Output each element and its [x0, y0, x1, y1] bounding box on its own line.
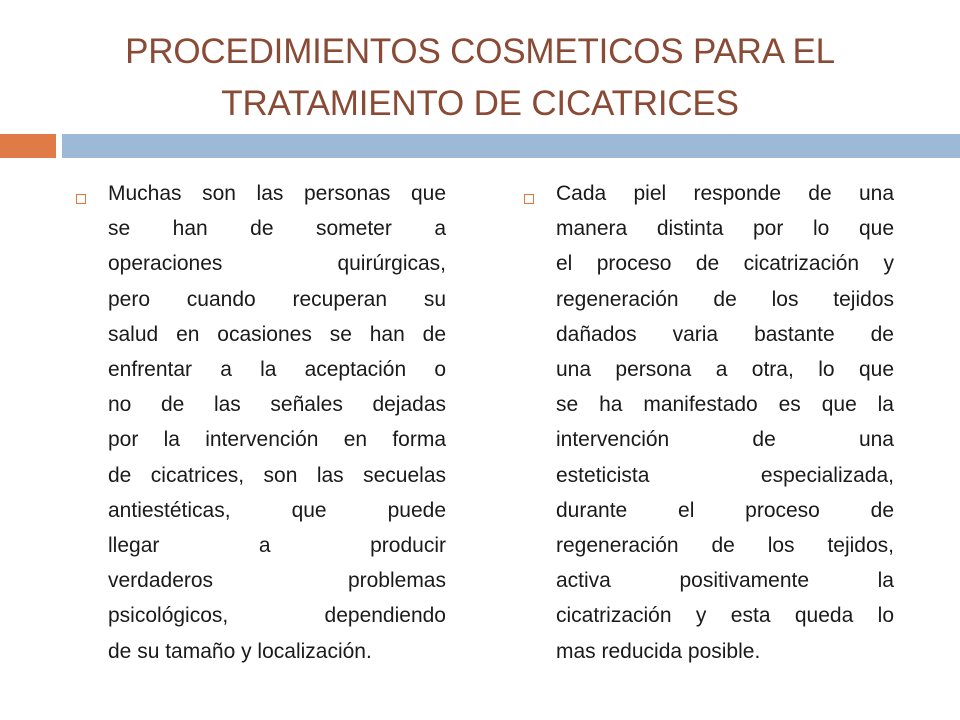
square-bullet-icon: [524, 194, 534, 204]
right-paragraph: [556, 176, 894, 669]
left-line: por la intervención en forma: [108, 428, 446, 452]
left-line: llegar a producir: [108, 534, 446, 558]
right-line: esteticista especializada,: [556, 463, 894, 487]
title-rule-blue: [62, 134, 960, 158]
left-line: psicológicos, dependiendo: [108, 604, 446, 628]
left-line: de cicatrices, son las secuelas: [108, 463, 446, 487]
left-line: antiestéticas, que puede: [108, 498, 446, 522]
left-line: verdaderos problemas: [108, 569, 446, 593]
slide-title: [40, 26, 920, 130]
right-line: una persona a otra, lo que: [556, 358, 894, 382]
right-line: mas reducida posible.: [556, 639, 761, 663]
right-line: activa positivamente la: [556, 569, 894, 593]
slide-title-line-2: TRATAMIENTO DE CICATRICES: [221, 84, 739, 123]
right-line: regeneración de los tejidos: [556, 287, 894, 311]
title-rule-orange: [0, 134, 56, 158]
left-line: no de las señales dejadas: [108, 393, 446, 417]
left-paragraph: [108, 176, 446, 669]
right-line: el proceso de cicatrización y: [556, 252, 894, 276]
right-line: regeneración de los tejidos,: [556, 534, 894, 558]
left-line: pero cuando recuperan su: [108, 287, 446, 311]
right-line: Cada piel responde de una: [556, 182, 894, 205]
left-line: se han de someter a: [108, 217, 446, 241]
right-line: se ha manifestado es que la: [556, 393, 894, 417]
slide-title-line-1: PROCEDIMIENTOS COSMETICOS PARA EL: [125, 32, 835, 71]
right-line: cicatrización y esta queda lo: [556, 604, 894, 628]
square-bullet-icon: [76, 194, 86, 204]
left-line: enfrentar a la aceptación o: [108, 358, 446, 382]
right-line: intervención de una: [556, 428, 894, 452]
left-line: de su tamaño y localización.: [108, 639, 372, 663]
left-line: operaciones quirúrgicas,: [108, 252, 446, 276]
left-line: salud en ocasiones se han de: [108, 322, 446, 346]
left-line: Muchas son las personas que: [108, 182, 446, 205]
right-line: manera distinta por lo que: [556, 217, 894, 241]
right-line: durante el proceso de: [556, 498, 894, 522]
right-line: dañados varia bastante de: [556, 322, 894, 346]
